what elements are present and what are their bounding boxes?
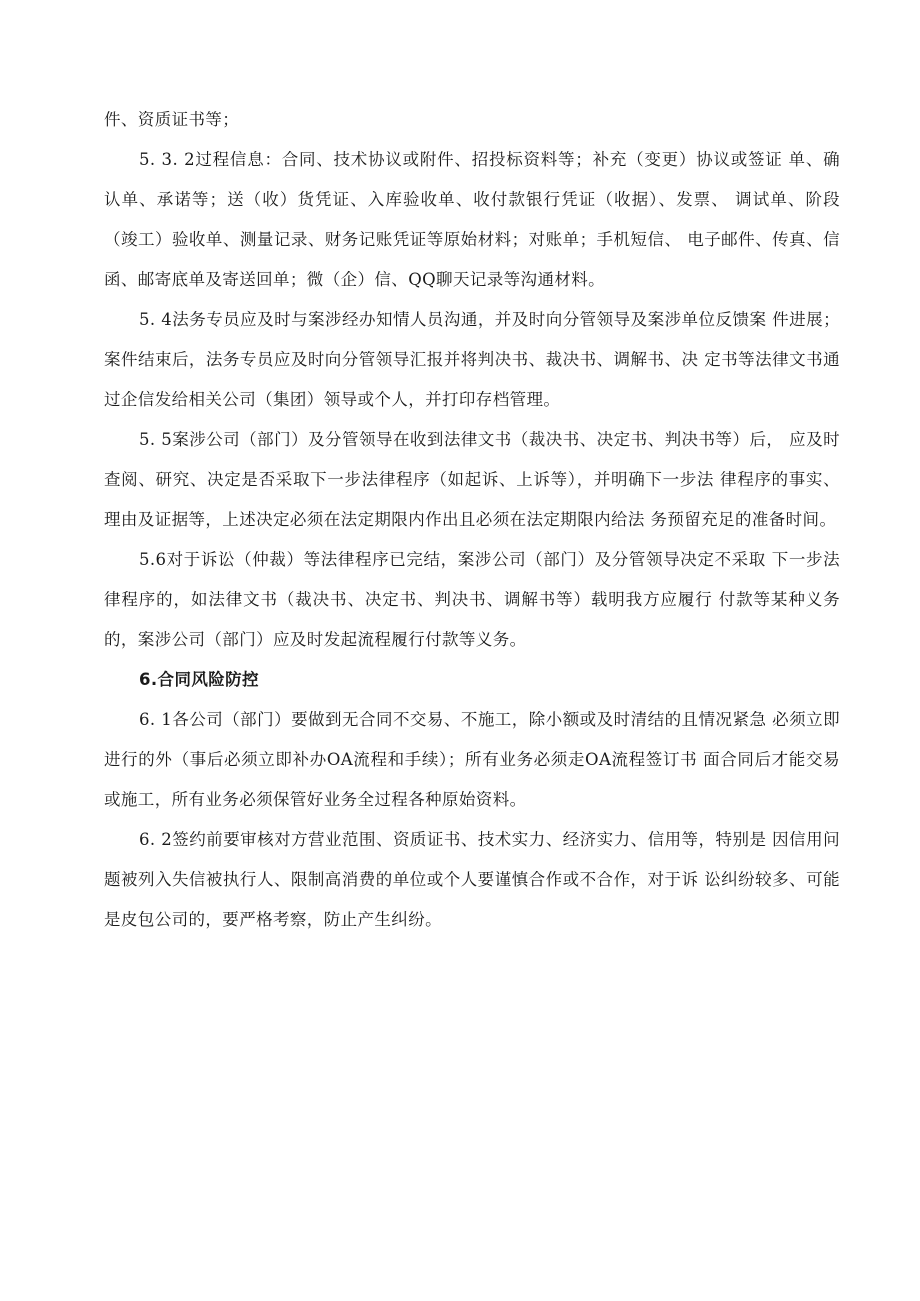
paragraph-5-6: 5.6对于诉讼（仲裁）等法律程序已完结，案涉公司（部门）及分管领导决定不采取 下一步法律程序的，如法律文书（裁决书、决定书、判决书、调解书等）载明我方应履行 付款等某种义务的，案涉公司（部门）应及时发起流程履行付款等义务。	[104, 550, 840, 649]
paragraph-6-1: 6. 1各公司（部门）要做到无合同不交易、不施工，除小额或及时清结的且情况紧急 必须立即进行的外（事后必须立即补办OA流程和手续）；所有业务必须走OA流程签订书 面合同后才能交易或施工，所有业务必须保管好业务全过程各种原始资料。	[104, 710, 840, 809]
paragraph-5-5: 5. 5案涉公司（部门）及分管领导在收到法律文书（裁决书、决定书、判决书等）后， 应及时查阅、研究、决定是否采取下一步法律程序（如起诉、上诉等），并明确下一步法 律程序的事实、理由及证据等，上述决定必须在法定期限内作出且必须在法定期限内给法 务预留充足的准备时间。	[104, 430, 840, 529]
document-body	[104, 100, 840, 940]
paragraph-continuation: 件、资质证书等；	[104, 110, 240, 129]
paragraph-5-3-2: 5. 3. 2过程信息：合同、技术协议或附件、招投标资料等；补充（变更）协议或签证 单、确认单、承诺等；送（收）货凭证、入库验收单、收付款银行凭证（收据）、发票、 调试单、阶段（竣工）验收单、测量记录、财务记账凭证等原始材料；对账单；手机短信、 电子邮件、传真、信函、邮寄底单及寄送回单；微（企）信、QQ聊天记录等沟通材料。	[104, 150, 840, 289]
section-heading-6: 6.合同风险防控	[139, 670, 259, 689]
paragraph-5-4: 5. 4法务专员应及时与案涉经办知情人员沟通，并及时向分管领导及案涉单位反馈案 件进展；案件结束后，法务专员应及时向分管领导汇报并将判决书、裁决书、调解书、决 定书等法律文书通过企信发给相关公司（集团）领导或个人，并打印存档管理。	[104, 310, 840, 409]
paragraph-6-2: 6. 2签约前要审核对方营业范围、资质证书、技术实力、经济实力、信用等，特别是 因信用问题被列入失信被执行人、限制高消费的单位或个人要谨慎合作或不合作，对于诉 讼纠纷较多、可能是皮包公司的，要严格考察，防止产生纠纷。	[104, 830, 840, 929]
